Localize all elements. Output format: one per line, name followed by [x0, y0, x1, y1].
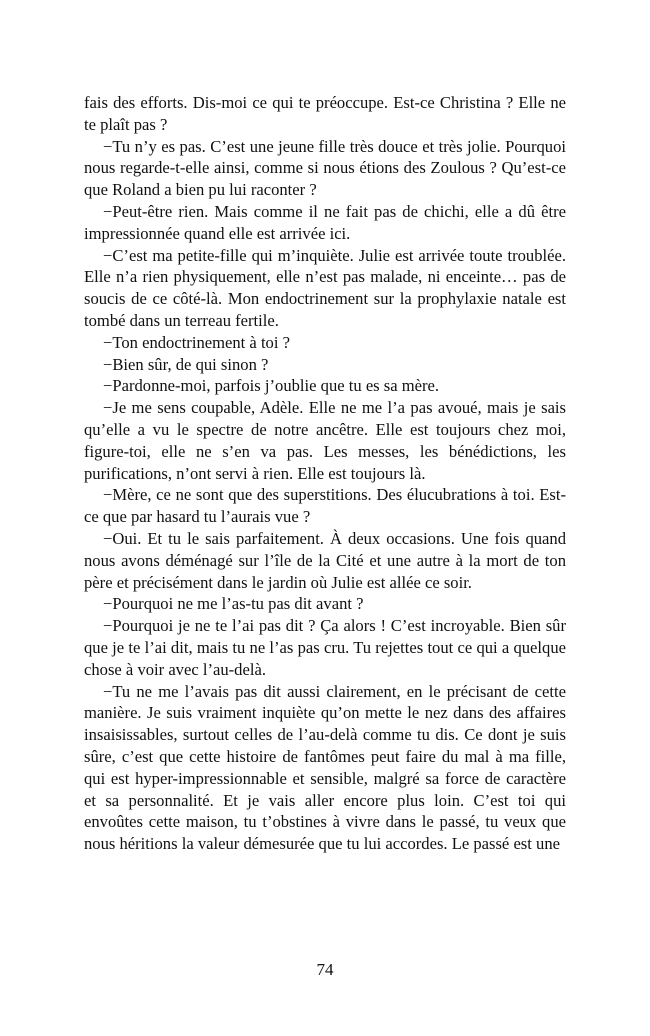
paragraph-6: −Bien sûr, de qui sinon ?	[103, 354, 269, 374]
paragraph-1: fais des efforts. Dis-moi ce qui te préoccupe. Est-ce Christina ? Elle ne te plaît pas ?	[84, 93, 566, 134]
paragraph-2: −Tu n’y es pas. C’est une jeune fille très douce et très jolie. Pourquoi nous regarde-t-elle ainsi, comme si nous étions des Zoulous ? Qu’est-ce que Roland a bien pu lui raconter ?	[84, 136, 566, 200]
paragraph-4: −C’est ma petite-fille qui m’inquiète. Julie est arrivée toute troublée. Elle n’a rien physiquement, elle n’est pas malade, ni enceinte… pas de soucis de ce côté-là. Mon endoctrinement sur la prophylaxie natale est tombé dans un terreau fertile.	[84, 245, 566, 330]
paragraph-9: −Mère, ce ne sont que des superstitions. Des élucubrations à toi. Est-ce que par hasard tu l’aurais vue ?	[84, 485, 566, 527]
paragraph-5: −Ton endoctrinement à toi ?	[103, 332, 290, 352]
paragraph-10: −Oui. Et tu le sais parfaitement. À deux occasions. Une fois quand nous avons déménagé sur l’île de la Cité et une autre à la mort de ton père et précisément dans le jardin où Julie est allée ce soir.	[84, 528, 566, 592]
paragraph-7: −Pardonne-moi, parfois j’oublie que tu es sa mère.	[103, 376, 440, 396]
paragraph-12: −Pourquoi je ne te l’ai pas dit ? Ça alors ! C’est incroyable. Bien sûr que je te l’ai dit, mais tu ne l’as pas cru. Tu rejettes tout ce qui a quelque chose à voir avec l’au-delà.	[84, 616, 566, 679]
paragraph-13: −Tu ne me l’avais pas dit aussi clairement, en le précisant de cette manière. Je suis vraiment inquiète qu’on mette le nez dans des affaires insaisissables, surtout celles de l’au-delà comme tu dis. Ce dont je suis sûre, c’est que cette histoire de fantômes peut faire du mal à ma fille, qui est hyper-impressionnable et sensible, malgré sa force de caractère et sa personnalité. Et je vais aller encore plus loin. C’est toi qui envoûtes cette maison, tu t’obstines à vivre dans le passé, tu veux que nous héritions la valeur démesurée que tu lui accordes. Le passé est une	[84, 681, 566, 854]
paragraph-11: −Pourquoi ne me l’as-tu pas dit avant ?	[103, 594, 364, 614]
body-text	[84, 92, 566, 855]
page-number: 74	[316, 960, 334, 979]
paragraph-3: −Peut-être rien. Mais comme il ne fait pas de chichi, elle a dû être impressionnée quand elle est arrivée ici.	[84, 201, 566, 243]
paragraph-8: −Je me sens coupable, Adèle. Elle ne me l’a pas avoué, mais je sais qu’elle a vu le spectre de notre ancêtre. Elle est toujours chez moi, figure-toi, elle ne s’en va pas. Les messes, les bénédictions, les purifications, n’ont servi à rien. Elle est toujours là.	[84, 398, 566, 483]
